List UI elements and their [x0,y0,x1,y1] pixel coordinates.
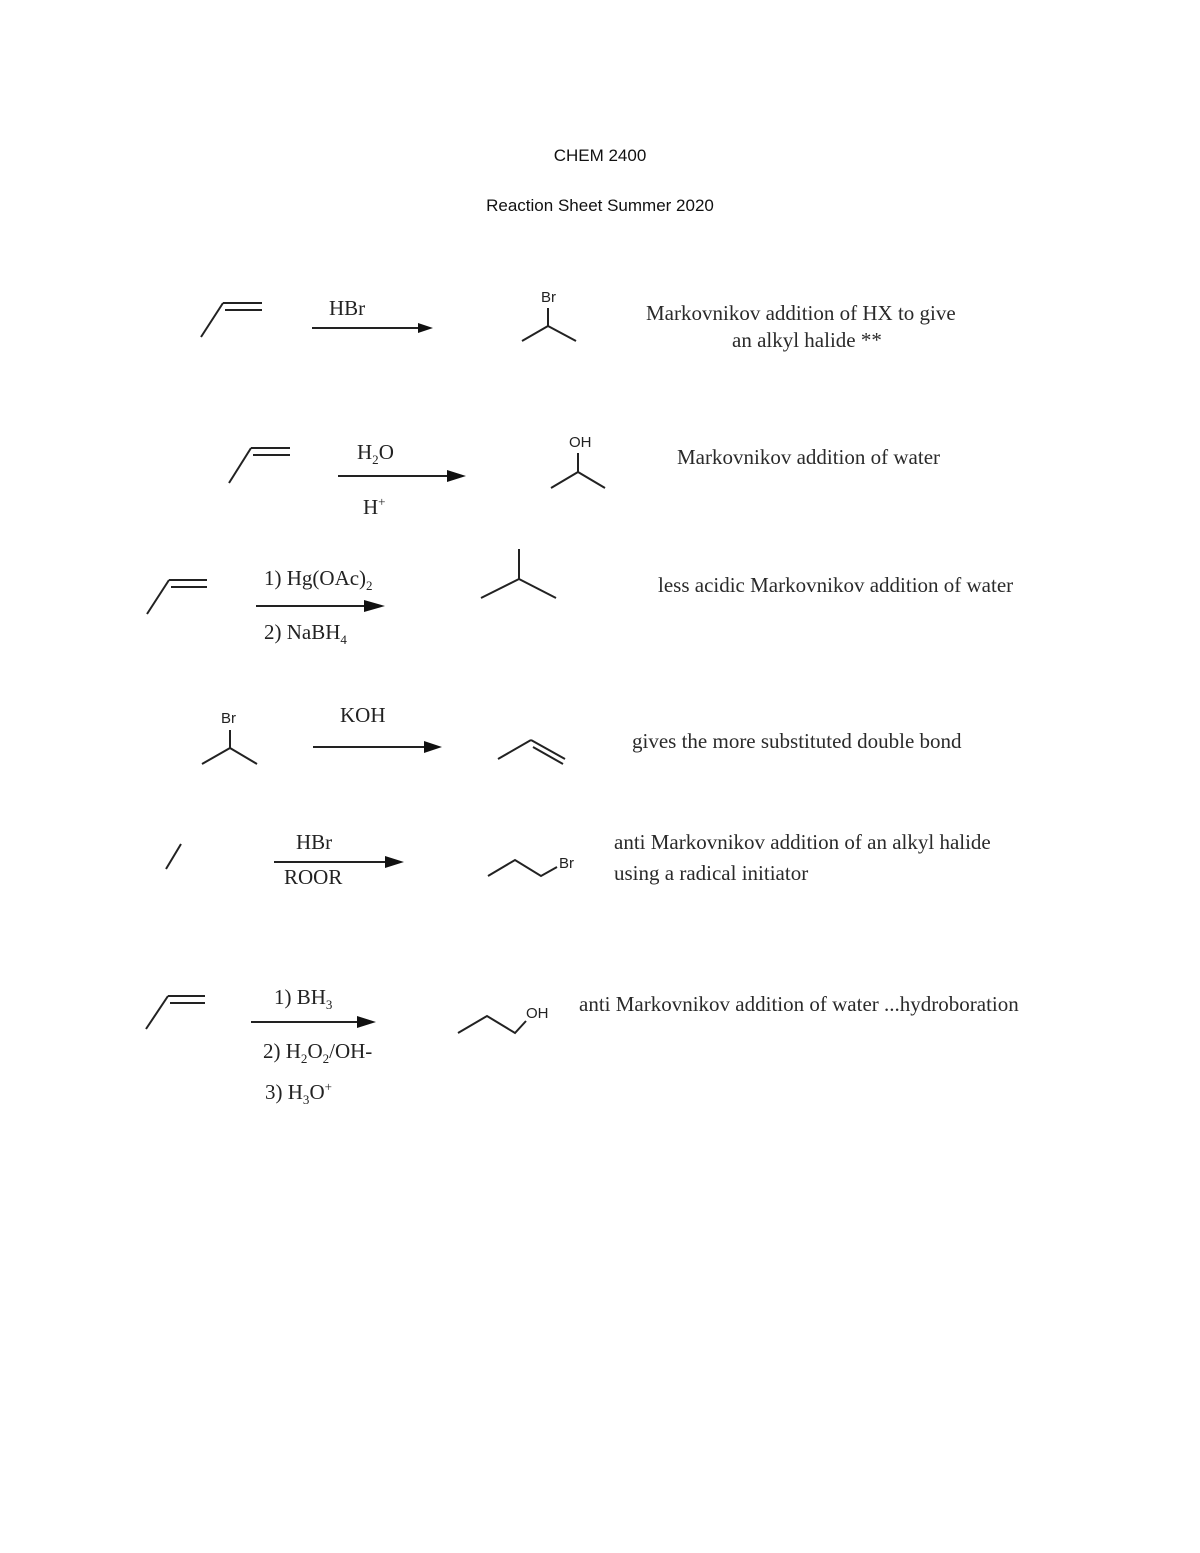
propene-structure-3 [147,580,207,614]
reagent-step-1-bh3: 1) $BH_3$ [274,985,333,1013]
hydroxyl-label: OH [569,434,592,451]
starting-material-structure-5 [166,844,181,869]
description-radical-initiator: using a radical initiator [614,861,809,885]
description-elimination: gives the more substituted double bond [632,729,962,753]
reagent-roor: ROOR [284,865,343,889]
propene-structure-6 [146,996,205,1029]
reagent-koh: KOH [340,703,386,727]
bromine-label-product: Br [559,855,574,872]
reagent-hbr-clipped-wrap [290,830,370,854]
description-anti-markovnikov-halide: anti Markovnikov addition of an alkyl halide [614,830,991,854]
reagent-hbr: HBr [329,296,366,320]
2-propanol-structure [551,453,605,488]
description-markovnikov-water: Markovnikov addition of water [677,445,941,469]
reaction-arrow-2 [338,470,466,482]
description-oxymercuration: less acidic Markovnikov addition of water [658,573,1014,597]
description-line-2: an alkyl halide ** [732,328,882,352]
propene-product-structure [498,740,565,764]
description-hydroboration: anti Markovnikov addition of water ...hydroboration [579,992,1019,1016]
reagent-hbr-clipped: HBr [296,830,333,854]
reagent-water: $H_2O$ [357,440,394,468]
bromine-label: Br [541,289,556,306]
reagent-step-1: 1) $Hg(OAc)_2$ [264,566,373,594]
propene-structure-2 [229,448,290,483]
1-propanol-structure [458,1016,526,1033]
propene-structure-1 [201,303,262,337]
reagent-step-2: 2) NaBH$_4$ [264,620,347,648]
hydroxyl-label-product: OH [526,1005,549,1022]
2-bromopropane-structure-4 [202,730,257,764]
2-bromopropane-structure-1 [522,308,576,341]
sheet-subtitle: Reaction Sheet Summer 2020 [486,196,714,215]
course-title: CHEM 2400 [553,146,647,165]
description-line-1: Markovnikov addition of HX to give [646,301,956,325]
reaction-arrow-6 [251,1016,376,1028]
reagent-step-3-hydronium: 3) $H_3O^+$ [265,1079,332,1108]
reaction-arrow-3 [256,600,385,612]
isopropyl-product-structure [481,549,556,598]
bromine-label-start: Br [221,710,236,727]
reagent-acid: H+ [363,494,386,519]
1-bromopropane-structure [488,860,557,876]
reaction-arrow-4 [313,741,442,753]
reaction-arrow-1 [312,323,433,333]
description-line-1-wrap [612,830,1052,856]
reagent-step-2-peroxide: 2) $H_2O_2/OH-$ [263,1039,373,1067]
